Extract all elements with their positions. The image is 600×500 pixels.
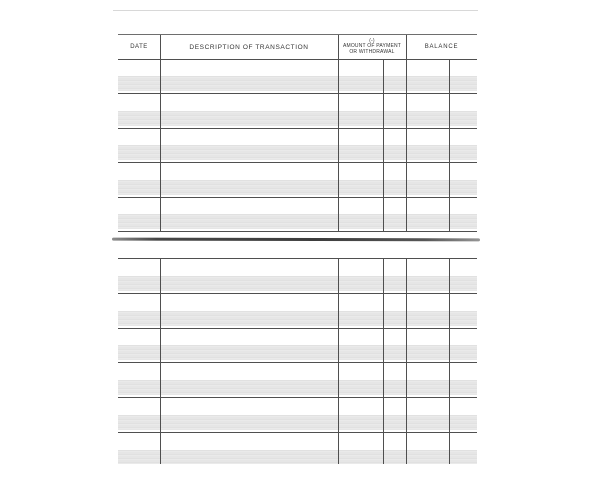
column-divider-line (406, 259, 407, 464)
amount-header-line1: AMOUNT OF PAYMENT (342, 43, 402, 50)
row-shading-band (118, 145, 477, 160)
register-row (118, 363, 477, 398)
register-row (118, 329, 477, 364)
row-shading-band (118, 76, 477, 91)
register-row (118, 198, 477, 232)
row-shading-band (118, 380, 477, 395)
row-shading-band (118, 311, 477, 326)
row-shading-band (118, 276, 477, 291)
register-row (118, 294, 477, 329)
column-header-description (160, 35, 338, 59)
register-row (118, 259, 477, 294)
description-header-label: DESCRIPTION OF TRANSACTION (189, 43, 309, 51)
column-divider-line (383, 60, 384, 232)
column-divider-line (449, 60, 450, 232)
row-shading-band (118, 345, 477, 360)
row-shading-band (118, 111, 477, 126)
bottom-page-rows (118, 259, 477, 464)
scan-top-edge-line (113, 10, 478, 11)
top-page-rows (118, 60, 477, 232)
register-row (118, 129, 477, 163)
page-cut-edge-shadow (112, 238, 480, 242)
column-divider-line (160, 259, 161, 464)
balance-header-label: BALANCE (424, 44, 459, 50)
row-shading-band (118, 214, 477, 229)
amount-header-line2: OR WITHDRAWAL (349, 48, 395, 55)
column-divider-line (338, 259, 339, 464)
register-row (118, 60, 477, 94)
column-header-balance (406, 35, 477, 59)
column-divider-line (383, 259, 384, 464)
row-shading-band (118, 450, 477, 464)
column-divider-line (449, 259, 450, 464)
register-top-page (118, 34, 477, 232)
column-divider-line (338, 35, 339, 232)
row-shading-band (118, 415, 477, 430)
register-row (118, 163, 477, 197)
row-shading-band (118, 180, 477, 195)
column-divider-line (160, 35, 161, 232)
table-header-row (118, 35, 477, 60)
column-header-date (118, 35, 160, 59)
amount-sign-label: (-) (369, 37, 375, 44)
column-header-payment-amount (338, 35, 406, 59)
register-row (118, 94, 477, 128)
date-header-label: DATE (130, 44, 148, 50)
column-divider-line (406, 35, 407, 232)
register-bottom-page (118, 258, 477, 464)
register-row (118, 433, 477, 464)
register-row (118, 398, 477, 433)
